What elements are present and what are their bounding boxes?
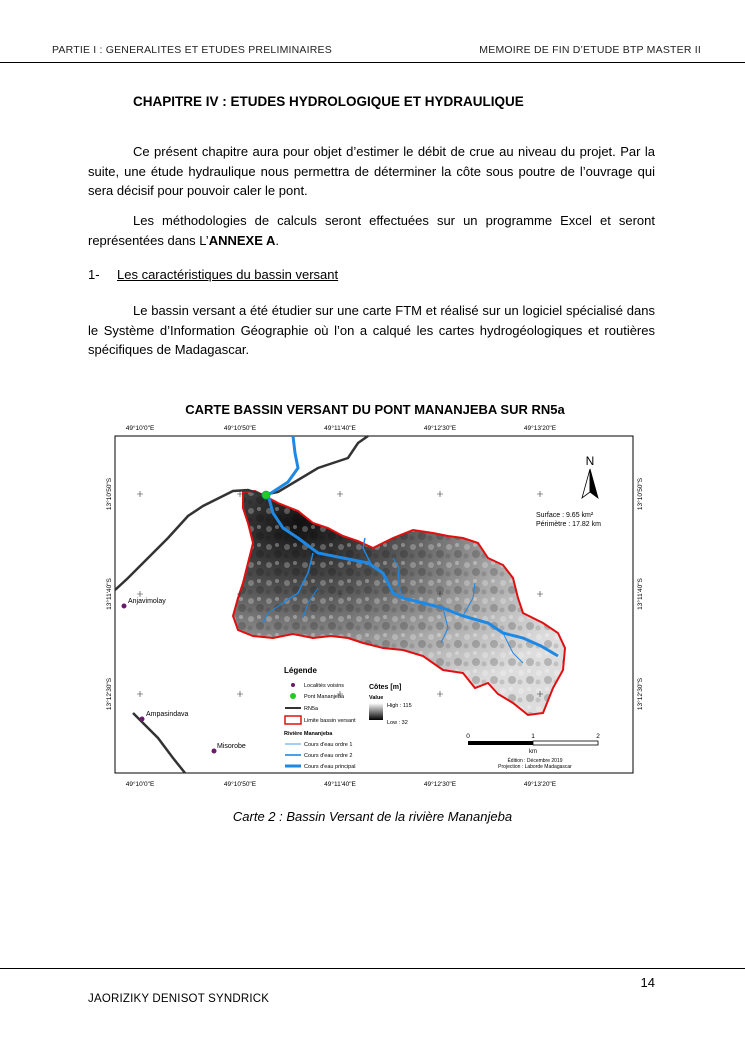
- lat-tick: 13°12'30"S: [637, 677, 644, 711]
- section-title: Les caractéristiques du bassin versant: [117, 267, 339, 282]
- legend-localites: Localités voisins: [304, 683, 345, 689]
- locality-marker: [122, 604, 127, 609]
- lon-tick: 49°10'50"E: [223, 781, 257, 788]
- legend-boundary-icon: [285, 716, 301, 724]
- lon-tick: 49°11'40"E: [324, 781, 356, 788]
- paragraph-methodology-end: .: [275, 232, 280, 248]
- locality-label: Ampasindava: [146, 711, 189, 718]
- locality-marker: [212, 749, 217, 754]
- lat-tick: 13°12'30"S: [106, 677, 113, 711]
- legend-principal: Cours d'eau principal: [304, 764, 356, 770]
- header-divider: [0, 62, 745, 63]
- lon-ticks-bottom: [126, 780, 557, 788]
- legend-low: Low : 32: [387, 720, 408, 726]
- projection-text: Projection : Laborde Madagascar: [498, 764, 572, 770]
- footer-author: JAORIZIKY DENISOT SYNDRICK: [88, 993, 270, 1005]
- legend-ordre2: Cours d'eau ordre 2: [304, 753, 353, 759]
- legend-title: Légende: [284, 666, 317, 675]
- paragraph-intro: [88, 142, 655, 201]
- legend-cotes-title: Côtes [m]: [369, 684, 402, 691]
- paragraph-bassin-text: Le bassin versant a été étudier sur une carte FTM et réalisé sur un logiciel spécialisé dans le Système d’Information Géographie où l’on a calqué les cartes hydrogéologiques et routières spécifiques de Madagascar.: [88, 303, 655, 357]
- lon-ticks-top: [126, 424, 557, 432]
- header-left: PARTIE I : GENERALITES ET ETUDES PRELIMINAIRES: [52, 44, 332, 56]
- locality-label: Anjavimolay: [128, 598, 166, 605]
- surface-text: Surface : 9.65 km²: [536, 512, 594, 519]
- paragraph-methodology: [88, 211, 655, 250]
- lon-tick: 49°11'40"E: [324, 425, 356, 432]
- perimeter-text: Périmètre : 17.82 km: [536, 521, 601, 528]
- paragraph-intro-text: Ce présent chapitre aura pour objet d’estimer le débit de crue au niveau du projet. Par la suite, une étude hydraulique nous permettra de déterminer la côte sous poutre de l’ouvrage qui sera décisif pour pouvoir caler le pont.: [88, 144, 655, 198]
- section-number: 1-: [88, 267, 100, 282]
- figure-caption: Carte 2 : Bassin Versant de la rivière Mananjeba: [232, 809, 513, 824]
- chapter-title: CHAPITRE IV : ETUDES HYDROLOGIQUE ET HYDRAULIQUE: [133, 94, 524, 109]
- legend-high: High : 115: [387, 703, 412, 709]
- edition-text: Édition : Décembre 2019: [507, 758, 563, 764]
- lon-tick: 49°10'0"E: [125, 425, 155, 432]
- scale-label: 2: [596, 733, 600, 740]
- legend-locality-icon: [291, 683, 295, 687]
- map-title: CARTE BASSIN VERSANT DU PONT MANANJEBA SUR RN5a: [185, 402, 565, 417]
- annex-reference: ANNEXE A: [208, 232, 276, 248]
- locality-marker: [140, 717, 145, 722]
- lon-tick: 49°12'30"E: [423, 425, 457, 432]
- section-heading: [88, 267, 338, 282]
- legend-limite: Limite bassin versant: [304, 718, 356, 724]
- scale-label: 1: [531, 733, 535, 740]
- scale-label: 0: [466, 733, 470, 740]
- locality-label: Misorobe: [217, 743, 246, 750]
- legend-riviere: Rivière Mananjeba: [284, 731, 333, 737]
- lon-tick: 49°12'30"E: [423, 781, 457, 788]
- page-number: 14: [640, 975, 655, 990]
- bridge-marker: [262, 491, 270, 499]
- lat-tick: 13°10'50"S: [637, 477, 644, 511]
- lon-tick: 49°13'20"E: [523, 425, 557, 432]
- paragraph-methodology-text: Les méthodologies de calculs seront effectuées sur un programme Excel et seront représentées dans L’: [88, 213, 655, 248]
- legend-ordre1: Cours d'eau ordre 1: [304, 742, 353, 748]
- lat-tick: 13°11'40"S: [106, 578, 113, 610]
- lat-tick: 13°10'50"S: [106, 477, 113, 511]
- legend-pont: Pont Mananjeba: [304, 694, 345, 700]
- header-right: MEMOIRE DE FIN D’ETUDE BTP MASTER II: [479, 44, 701, 56]
- lat-ticks-right: [636, 477, 644, 710]
- legend-rn5a: RN5a: [304, 706, 319, 712]
- paragraph-bassin: [88, 301, 655, 360]
- lon-tick: 49°10'50"E: [223, 425, 257, 432]
- scale-unit: km: [529, 749, 537, 755]
- legend-value: Value: [369, 695, 384, 701]
- lon-tick: 49°13'20"E: [523, 781, 557, 788]
- footer-divider: [0, 968, 745, 969]
- lat-ticks-left: [105, 477, 113, 710]
- page-header: [52, 44, 701, 62]
- legend-bridge-icon: [290, 693, 296, 699]
- lat-tick: 13°11'40"S: [637, 578, 644, 610]
- legend-elevation-ramp: [369, 703, 383, 720]
- lon-tick: 49°10'0"E: [125, 781, 155, 788]
- watershed-map: [103, 398, 648, 793]
- map-svg: [103, 398, 648, 793]
- north-label: N: [585, 454, 595, 468]
